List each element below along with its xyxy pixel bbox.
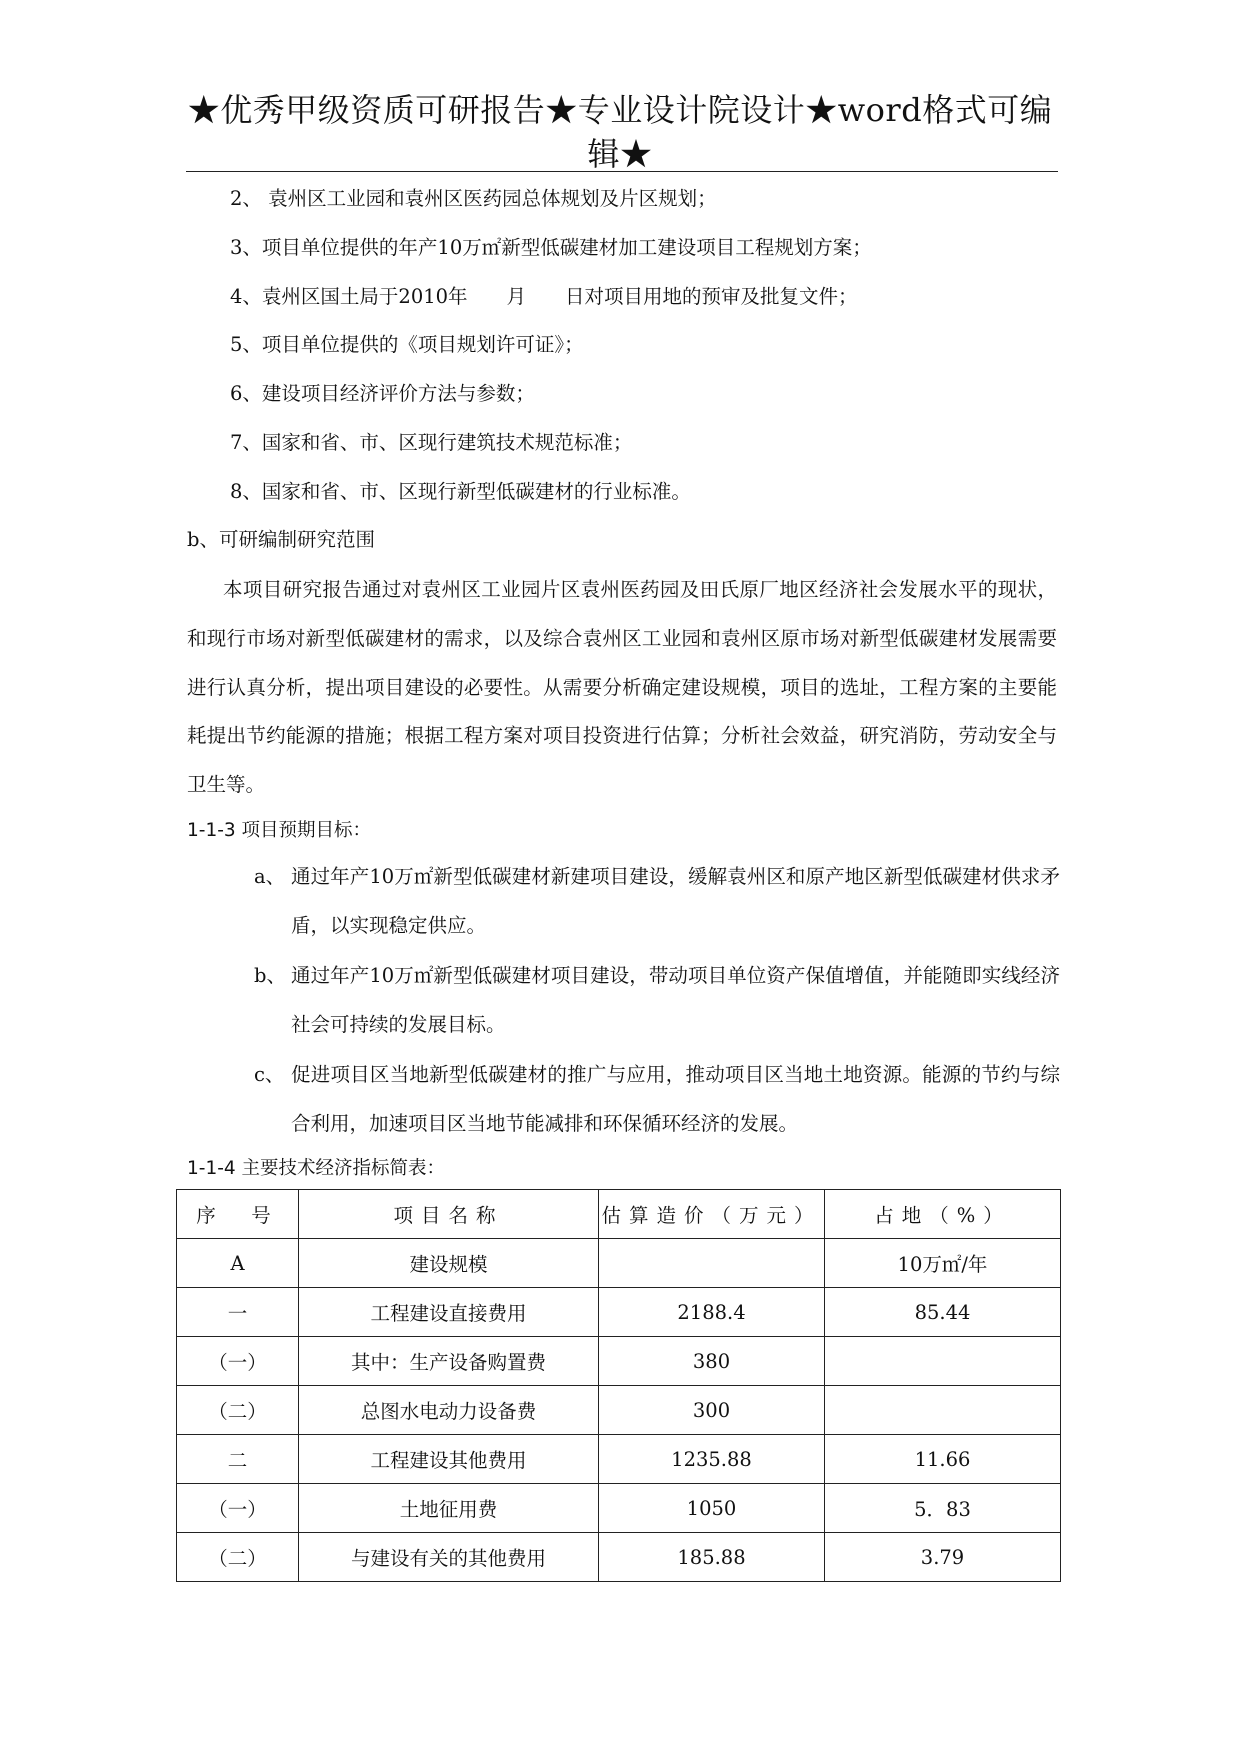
goal-text: 促进项目区当地新型低碳建材的推广与应用，推动项目区当地土地资源。能源的节约与综合利用，加速项目区当地节能减排和环保循环经济的发展。 — [291, 1063, 1060, 1135]
basis-item: 5、项目单位提供的《项目规划许可证》； — [230, 333, 584, 356]
table-cell: 总图水电动力设备费 — [299, 1386, 599, 1435]
table-cell: 与建设有关的其他费用 — [299, 1533, 599, 1582]
table-cell: 5．83 — [825, 1484, 1061, 1533]
column-header-no: 序 号 — [177, 1190, 299, 1239]
goal-marker: c、 — [254, 1063, 285, 1086]
table-cell: （一） — [177, 1337, 299, 1386]
goal-item — [254, 1050, 1060, 1148]
goal-marker: b、 — [254, 964, 286, 987]
table-cell: 1050 — [599, 1484, 825, 1533]
goals-heading: 1-1-3 项目预期目标： — [187, 820, 372, 841]
table-cell: A — [177, 1239, 299, 1288]
page-header-title: ★优秀甲级资质可研报告★专业设计院设计★word格式可编辑★ — [187, 91, 1053, 173]
table-cell: 一 — [177, 1288, 299, 1337]
column-header-name: 项目名称 — [299, 1190, 599, 1239]
table-cell: （一） — [177, 1484, 299, 1533]
basis-item: 6、建设项目经济评价方法与参数； — [230, 382, 535, 405]
table-cell: 85.44 — [825, 1288, 1061, 1337]
basis-item: 7、国家和省、市、区现行建筑技术规范标准； — [230, 431, 633, 454]
indicators-heading: 1-1-4 主要技术经济指标简表： — [187, 1158, 446, 1179]
header-divider — [186, 171, 1058, 172]
table-cell: 二 — [177, 1435, 299, 1484]
table-row — [177, 1484, 1061, 1533]
table-row — [177, 1386, 1061, 1435]
table-row — [177, 1288, 1061, 1337]
table-cell: 3.79 — [825, 1533, 1061, 1582]
table-cell: 2188.4 — [599, 1288, 825, 1337]
table-cell: （二） — [177, 1386, 299, 1435]
table-row — [177, 1337, 1061, 1386]
table-cell: 1235.88 — [599, 1435, 825, 1484]
table-cell: 380 — [599, 1337, 825, 1386]
indicators-table — [176, 1189, 1061, 1582]
goal-text: 通过年产10万㎡新型低碳建材项目建设，带动项目单位资产保值增值，并能随即实线经济社会可持续的发展目标。 — [291, 964, 1060, 1036]
basis-item: 3、项目单位提供的年产10万㎡新型低碳建材加工建设项目工程规划方案； — [230, 236, 872, 259]
goal-marker: a、 — [254, 865, 286, 888]
table-cell: 工程建设直接费用 — [299, 1288, 599, 1337]
basis-item: 4、袁州区国土局于2010年 月 日对项目用地的预审及批复文件； — [230, 285, 858, 308]
basis-item: 8、国家和省、市、区现行新型低碳建材的行业标准。 — [230, 480, 691, 503]
table-cell: 11.66 — [825, 1435, 1061, 1484]
table-row — [177, 1533, 1061, 1582]
table-cell: 建设规模 — [299, 1239, 599, 1288]
table-cell: 工程建设其他费用 — [299, 1435, 599, 1484]
table-cell: （二） — [177, 1533, 299, 1582]
table-row — [177, 1239, 1061, 1288]
table-cell: 300 — [599, 1386, 825, 1435]
scope-heading: b、可研编制研究范围 — [187, 528, 375, 551]
table-cell: 10万㎡/年 — [825, 1239, 1061, 1288]
goal-item — [254, 852, 1060, 950]
table-cell — [825, 1337, 1061, 1386]
goal-item — [254, 951, 1060, 1049]
table-header-row — [177, 1190, 1061, 1239]
table-cell: 185.88 — [599, 1533, 825, 1582]
table-cell: 其中：生产设备购置费 — [299, 1337, 599, 1386]
basis-item: 2、 袁州区工业园和袁州区医药园总体规划及片区规划； — [230, 187, 717, 210]
column-header-cost: 估算造价（万元） — [599, 1190, 825, 1239]
table-cell: 土地征用费 — [299, 1484, 599, 1533]
table-cell — [825, 1386, 1061, 1435]
scope-paragraph: 本项目研究报告通过对袁州区工业园片区袁州医药园及田氏原厂地区经济社会发展水平的现状，和现行市场对新型低碳建材的需求，以及综合袁州区工业园和袁州区原市场对新型低碳建材发展需要进行认真分析，提出项目建设的必要性。从需要分析确定建设规模，项目的选址，工程方案的主要能耗提出节约能源的措施；根据工程方案对项目投资进行估算；分析社会效益，研究消防，劳动安全与卫生等。 — [187, 578, 1057, 797]
table-row — [177, 1435, 1061, 1484]
table-cell — [599, 1239, 825, 1288]
goal-text: 通过年产10万㎡新型低碳建材新建项目建设，缓解袁州区和原产地区新型低碳建材供求矛盾，以实现稳定供应。 — [291, 865, 1060, 937]
column-header-area: 占地（%） — [825, 1190, 1061, 1239]
